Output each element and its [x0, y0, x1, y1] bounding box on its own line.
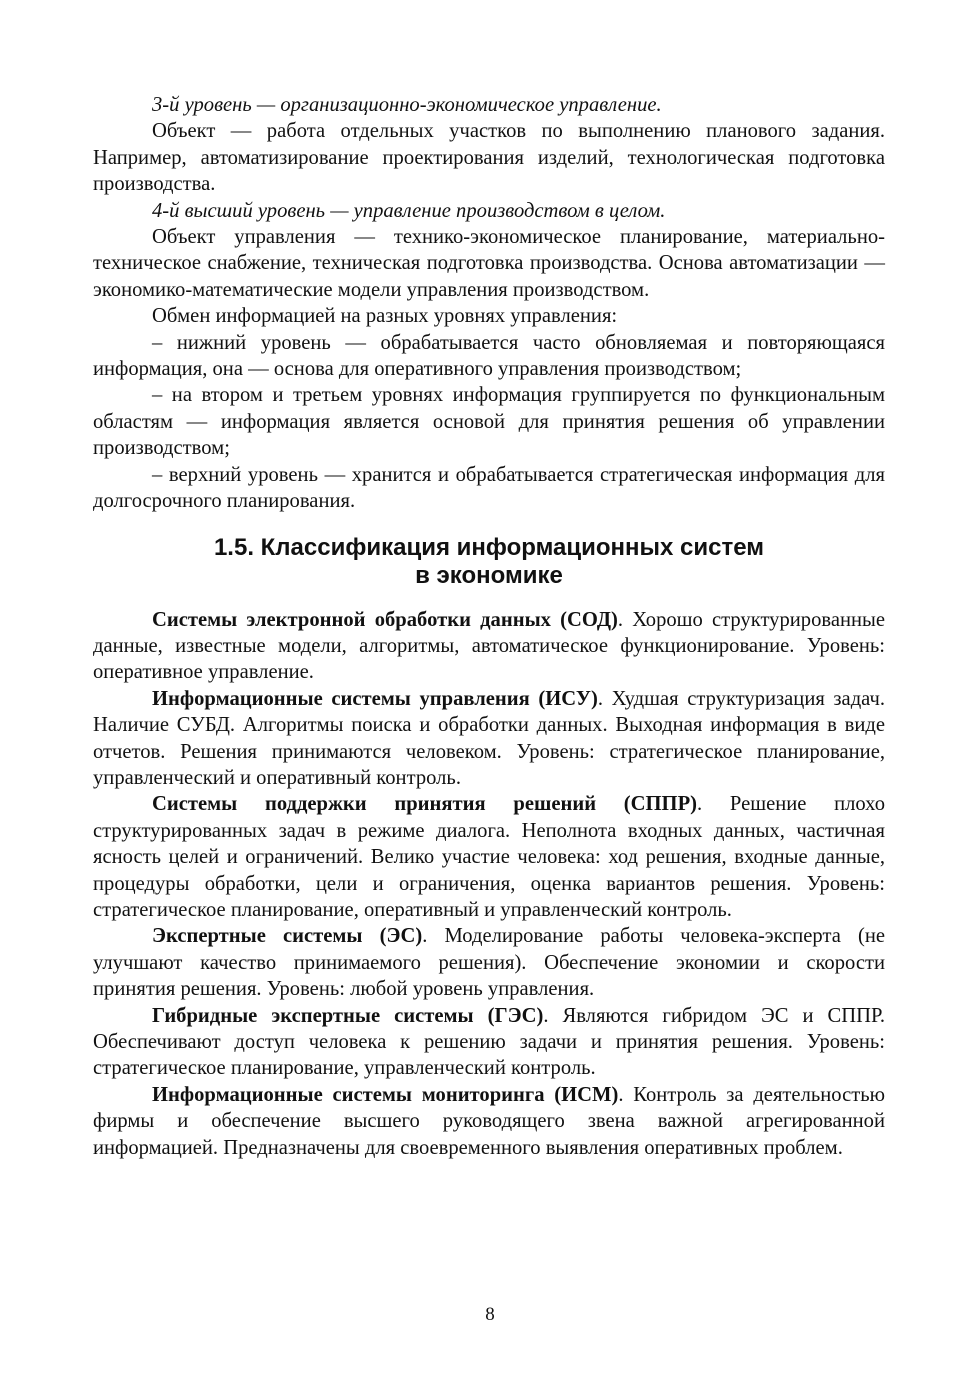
bullet-item: – на втором и третьем уровнях информация группируется по функциональным областям — информация является основой для принятия решения об управлении производством; — [93, 384, 885, 460]
system-paragraph-ges — [93, 1003, 885, 1082]
system-name: Информационные системы мониторинга (ИСМ) — [152, 1083, 619, 1106]
bullet-item: – нижний уровень — обрабатывается часто обновляемая и повторяющаяся информация, она — основа для оперативного управления производством; — [93, 331, 885, 381]
exchange-heading: Обмен информацией на разных уровнях управления: — [152, 305, 618, 328]
level3-text: Объект — работа отдельных участков по выполнению планового задания. Например, автоматизирование проектирования изделий, технологическая подготовка производства. — [93, 120, 885, 196]
system-description: . Решение плохо структурированных задач в режиме диалога. Неполнота входных данных, частичная ясность целей и ограничений. Велико участие человека: ход решения, входные данные, процедуры обработки, цели и ограничения, оценка вариантов решения. Уровень: стратегическое планирование, оперативный и управленческий контроль. — [93, 793, 885, 921]
page-body — [93, 92, 885, 1161]
page-number: 8 — [485, 1304, 495, 1325]
system-description: . Хорошо структурированные данные, известные модели, алгоритмы, автоматическое функционирование. Уровень: оперативное управление. — [93, 608, 885, 684]
system-paragraph-ism — [93, 1082, 885, 1161]
section-title-line2: в экономике — [415, 561, 563, 589]
system-name: Информационные системы управления (ИСУ) — [152, 687, 598, 710]
system-name: Гибридные экспертные системы (ГЭС) — [152, 1004, 544, 1027]
level3-heading: 3-й уровень — организационно-экономическое управление. — [152, 94, 662, 116]
system-paragraph-sppr — [93, 791, 885, 923]
system-description: . Контроль за деятельностью фирмы и обеспечение высшего руководящего звена важной агрегированной информацией. Предназначены для своевременного выявления оперативных проблем. — [93, 1083, 885, 1159]
system-paragraph-sod — [93, 607, 885, 686]
system-name: Системы поддержки принятия решений (СППР) — [152, 793, 698, 816]
section-title — [93, 534, 885, 590]
system-description: . Моделирование работы человека-эксперта (не улучшают качество принимаемого решения). Обеспечение экономии и скорости принятия решения. Уровень: любой уровень управления. — [93, 925, 885, 1001]
system-name: Системы электронной обработки данных (СОД) — [152, 608, 618, 631]
level4-heading: 4-й высший уровень — управление производством в целом. — [152, 199, 666, 222]
system-description: . Являются гибридом ЭС и СППР. Обеспечивают доступ человека к решению задачи и принятия решения. Уровень: стратегическое планирование, управленческий контроль. — [93, 1004, 885, 1080]
system-description: . Худшая структуризация задач. Наличие СУБД. Алгоритмы поиска и обработки данных. Выходная информация в виде отчетов. Решения принимаются человеком. Уровень: стратегическое планирование, управленческий и оперативный контроль. — [93, 687, 885, 789]
bullet-item: – верхний уровень — хранится и обрабатывается стратегическая информация для долгосрочного планирования. — [93, 463, 885, 513]
system-name: Экспертные системы (ЭС) — [152, 925, 423, 948]
system-paragraph-isu — [93, 686, 885, 792]
level4-text: Объект управления — технико-экономическое планирование, материально-техническое снабжение, техническая подготовка производства. Основа автоматизации — экономико-математические модели управления производством. — [93, 226, 885, 301]
system-paragraph-es — [93, 923, 885, 1002]
section-title-line1: 1.5. Классификация информационных систем — [213, 533, 765, 561]
